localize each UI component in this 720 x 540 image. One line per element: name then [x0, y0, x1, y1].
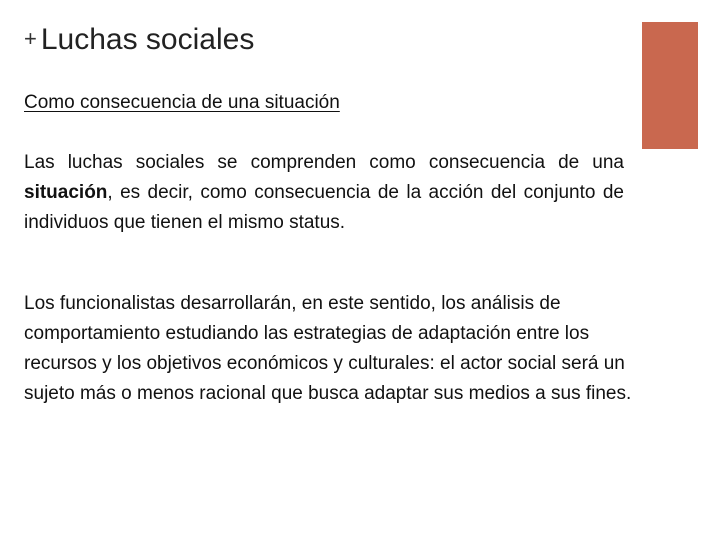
section-subtitle: Como consecuencia de una situación	[24, 92, 340, 113]
plus-icon: +	[24, 26, 37, 51]
paragraph-funcionalistas: Los funcionalistas desarrollarán, en este sentido, los análisis de comportamiento estudiando las estrategias de adaptación entre los recursos y los objetivos económicos y culturales: el actor social será un sujeto más o menos racional que busca adaptar sus medios a sus fines.	[24, 293, 632, 404]
paragraph-text: , es decir, como consecuencia de la acción del conjunto de individuos que tienen el mismo status.	[24, 182, 624, 233]
emphasis-situacion: situación	[24, 182, 108, 203]
paragraph-situacion	[24, 148, 624, 238]
slide-title: Luchas sociales	[40, 23, 255, 56]
slide-header	[24, 22, 254, 58]
paragraph-text: Las luchas sociales se comprenden como consecuencia de una	[24, 152, 624, 173]
accent-bar	[642, 22, 698, 149]
